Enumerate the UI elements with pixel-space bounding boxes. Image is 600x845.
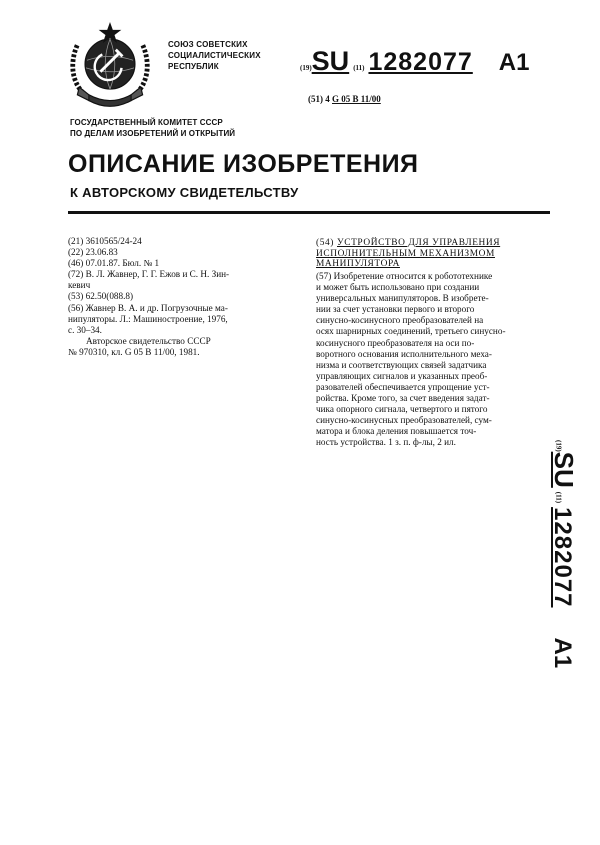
prior-reference-line-2: № 970310, кл. G 05 B 11/00, 1981.	[68, 346, 200, 357]
prior-reference-line-1: Авторское свидетельство СССР	[86, 335, 211, 346]
abstract-line: управляющих сигналов и указанных преоб-	[316, 370, 488, 381]
abstract-line: (57) Изобретение относится к робототехнике	[316, 271, 493, 281]
abstract-line: синусно-косинусного преобразователей на	[316, 315, 484, 326]
patent-header	[300, 48, 529, 76]
bibliographic-data	[68, 236, 296, 358]
side-number: 1282077	[549, 507, 576, 608]
country-line-3: РЕСПУБЛИК	[168, 62, 219, 71]
field-46: (46) 07.01.87. Бюл. № 1	[68, 258, 160, 269]
committee-line-1: ГОСУДАРСТВЕННЫЙ КОМИТЕТ СССР	[70, 118, 223, 127]
abstract-line: чика опорного сигнала, четвертого и пятого	[316, 404, 488, 415]
header-divider	[68, 211, 550, 214]
abstract-line: воротного основания исполнительного меха-	[316, 348, 492, 359]
abstract-line: осях шарнирных соединений, третьего синусно-	[316, 326, 506, 337]
field-56-line-3: с. 30–34.	[68, 324, 102, 335]
side-kind-code: A1	[549, 637, 576, 669]
invention-title-line-2: ИСПОЛНИТЕЛЬНЫМ МЕХАНИЗМОМ	[316, 248, 495, 259]
abstract-line: ность устройства. 1 з. п. ф-лы, 2 ил.	[316, 437, 456, 448]
inid-19: (19)	[300, 64, 312, 72]
abstract-line: синусно-косинусных преобразователей, сум-	[316, 415, 492, 426]
abstract-line: косинусного преобразователя на оси по-	[316, 337, 475, 348]
inid-54: (54)	[316, 238, 335, 248]
field-21: (21) 3610565/24-24	[68, 236, 142, 246]
ipc-prefix: (51) 4	[308, 94, 330, 104]
issuing-committee	[70, 117, 235, 139]
country-name	[168, 39, 261, 72]
abstract	[316, 271, 548, 449]
patent-number: 1282077	[368, 48, 473, 76]
field-72-line-2: кевич	[68, 280, 91, 291]
abstract-line: и может быть использовано при создании	[316, 282, 480, 293]
committee-line-2: ПО ДЕЛАМ ИЗОБРЕТЕНИЙ И ОТКРЫТИЙ	[70, 129, 236, 138]
document-title: ОПИСАНИЕ ИЗОБРЕТЕНИЯ	[68, 150, 419, 178]
document-subtitle: К АВТОРСКОМУ СВИДЕТЕЛЬСТВУ	[70, 185, 299, 200]
invention-title-line-1: УСТРОЙСТВО ДЛЯ УПРАВЛЕНИЯ	[336, 238, 501, 248]
abstract-line: универсальных манипуляторов. В изобрете-	[316, 293, 489, 304]
side-country-code: SU	[549, 451, 579, 488]
kind-code: A1	[498, 49, 530, 76]
field-53: (53) 62.50(088.8)	[68, 291, 134, 302]
field-56-line-1: (56) Жавнер В. А. и др. Погрузочные ма-	[68, 302, 228, 313]
invention-title-line-3: МАНИПУЛЯТОРА	[316, 259, 400, 270]
abstract-line: низма и соответствующих связей задатчика	[316, 359, 487, 370]
country-code: SU	[311, 46, 350, 76]
ipc-value: G 05 B 11/00	[332, 94, 381, 104]
ussr-emblem-icon	[62, 18, 158, 114]
abstract-line: нии за счет установки первого и второго	[316, 304, 475, 315]
abstract-line: ройства. Кроме того, за счет введения задат-	[316, 393, 490, 404]
abstract-line: матора и блока деления повышается точ-	[316, 426, 477, 437]
ipc-classification	[308, 94, 381, 104]
inid-11: (11)	[353, 64, 365, 72]
side-inid-19: (19)	[554, 440, 563, 452]
country-line-2: СОЦИАЛИСТИЧЕСКИХ	[168, 51, 261, 60]
side-inid-11: (11)	[554, 491, 563, 504]
country-line-1: СОЮЗ СОВЕТСКИХ	[168, 40, 248, 49]
invention-title	[316, 238, 548, 270]
side-patent-number	[548, 440, 578, 690]
field-56-line-2: нипуляторы. Л.: Машиностроение, 1976,	[68, 313, 228, 324]
field-72-line-1: (72) В. Л. Жавнер, Г. Г. Ежов и С. Н. Зин-	[68, 269, 230, 280]
field-22: (22) 23.06.83	[68, 247, 118, 258]
abstract-line: разователей обеспечивается упрощение уст-	[316, 381, 490, 392]
